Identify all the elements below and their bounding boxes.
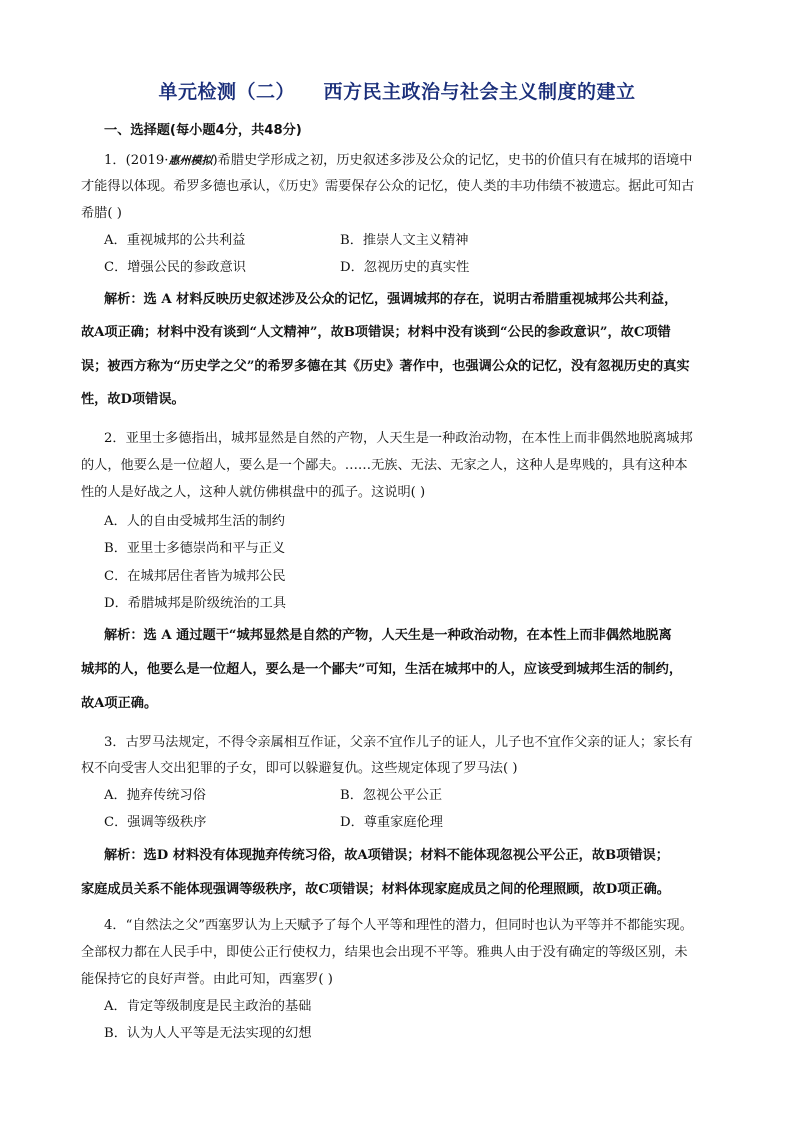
question-3-option-d: D．尊重家庭伦理	[340, 815, 443, 830]
question-1-analysis-4: 性，故D项错误。	[81, 392, 185, 407]
question-2-line-2: 的人，他要么是一位超人，要么是一个鄙夫。……无族、无法、无家之人，这种人是卑贱的，具有这种本	[81, 458, 688, 473]
section-heading: 一、选择题(每小题4分，共48分)	[104, 123, 302, 138]
question-1-analysis-2: 故A项正确；材料中没有谈到“人文精神”，故B项错误；材料中没有谈到“公民的参政意识”，故C项错	[81, 325, 671, 340]
question-2-option-b: B．亚里士多德崇尚和平与正义	[104, 541, 286, 556]
question-1-analysis-1: 解析：选 A 材料反映历史叙述涉及公众的记忆，强调城邦的存在，说明古希腊重视城邦公共利益，	[104, 292, 678, 307]
question-2-analysis-3: 故A项正确。	[81, 696, 158, 711]
question-2-option-d: D．希腊城邦是阶级统治的工具	[104, 596, 287, 611]
source-label: 惠州模拟	[168, 154, 213, 167]
question-3-line-2: 权不向受害人交出犯罪的子女，即可以躲避复仇。这些规定体现了罗马法( )	[81, 761, 518, 776]
question-number: 1．(	[104, 153, 131, 168]
question-2-option-c: C．在城邦居住者皆为城邦公民	[104, 569, 286, 584]
question-1-option-a: A．重视城邦的公共利益	[104, 233, 246, 248]
question-4-option-a: A．肯定等级制度是民主政治的基础	[104, 999, 312, 1014]
question-3-option-a: A．抛弃传统习俗	[104, 788, 206, 803]
question-1-analysis-3: 误；被西方称为“历史学之父”的希罗多德在其《历史》著作中，也强调公众的记忆，没有忽视历史的真实	[81, 359, 690, 374]
question-1-line-1	[104, 151, 692, 171]
question-4-option-b: B．认为人人平等是无法实现的幻想	[104, 1026, 312, 1041]
question-4-line-2: 全部权力都在人民手中，即使公正行使权力，结果也会出现不平等。雅典人由于没有确定的等级区别，未	[81, 945, 688, 960]
question-1-option-d: D．忽视历史的真实性	[340, 260, 470, 275]
source-year: 2019·	[130, 153, 169, 168]
question-1-line-3: 希腊( )	[81, 206, 122, 221]
question-1-option-c: C．增强公民的参政意识	[104, 260, 246, 275]
question-1-line-2: 才能得以体现。希罗多德也承认，《历史》需要保存公众的记忆，使人类的丰功伟绩不被遗忘。据此可知古	[81, 179, 695, 194]
question-1-option-b: B．推崇人文主义精神	[340, 233, 469, 248]
question-3-analysis-1: 解析：选D 材料没有体现抛弃传统习俗，故A项错误；材料不能体现忽视公平公正，故B项错误；	[104, 848, 669, 863]
page-title: 单元检测（二） 西方民主政治与社会主义制度的建立	[158, 81, 636, 103]
question-2-line-1: 2．亚里士多德指出，城邦显然是自然的产物，人天生是一种政治动物，在本性上而非偶然地脱离城邦	[104, 431, 693, 446]
question-2-analysis-1: 解析：选 A 通过题干“城邦显然是自然的产物，人天生是一种政治动物，在本性上而非偶然地脱离	[104, 628, 672, 643]
question-3-option-b: B．忽视公平公正	[340, 788, 443, 803]
question-3-line-1: 3．古罗马法规定，不得令亲属相互作证，父亲不宜作儿子的证人，儿子也不宜作父亲的证人；家长有	[104, 735, 693, 750]
question-text: )希腊史学形成之初，历史叙述多涉及公众的记忆，史书的价值只有在城邦的语境中	[212, 153, 693, 168]
question-2-analysis-2: 城邦的人，他要么是一位超人，要么是一个鄙夫”可知，生活在城邦中的人，应该受到城邦生活的制约，	[81, 662, 683, 677]
question-3-option-c: C．强调等级秩序	[104, 815, 207, 830]
question-2-option-a: A．人的自由受城邦生活的制约	[104, 514, 285, 529]
question-4-line-3: 能保持它的良好声誉。由此可知，西塞罗( )	[81, 972, 333, 987]
question-2-line-3: 性的人是好战之人，这种人就仿佛棋盘中的孤子。这说明( )	[81, 485, 426, 500]
question-4-line-1: 4．“自然法之父”西塞罗认为上天赋予了每个人平等和理性的潜力，但同时也认为平等并不都能实现。	[104, 918, 693, 933]
question-3-analysis-2: 家庭成员关系不能体现强调等级秩序，故C项错误；材料体现家庭成员之间的伦理照顾，故D项正确。	[81, 882, 670, 897]
